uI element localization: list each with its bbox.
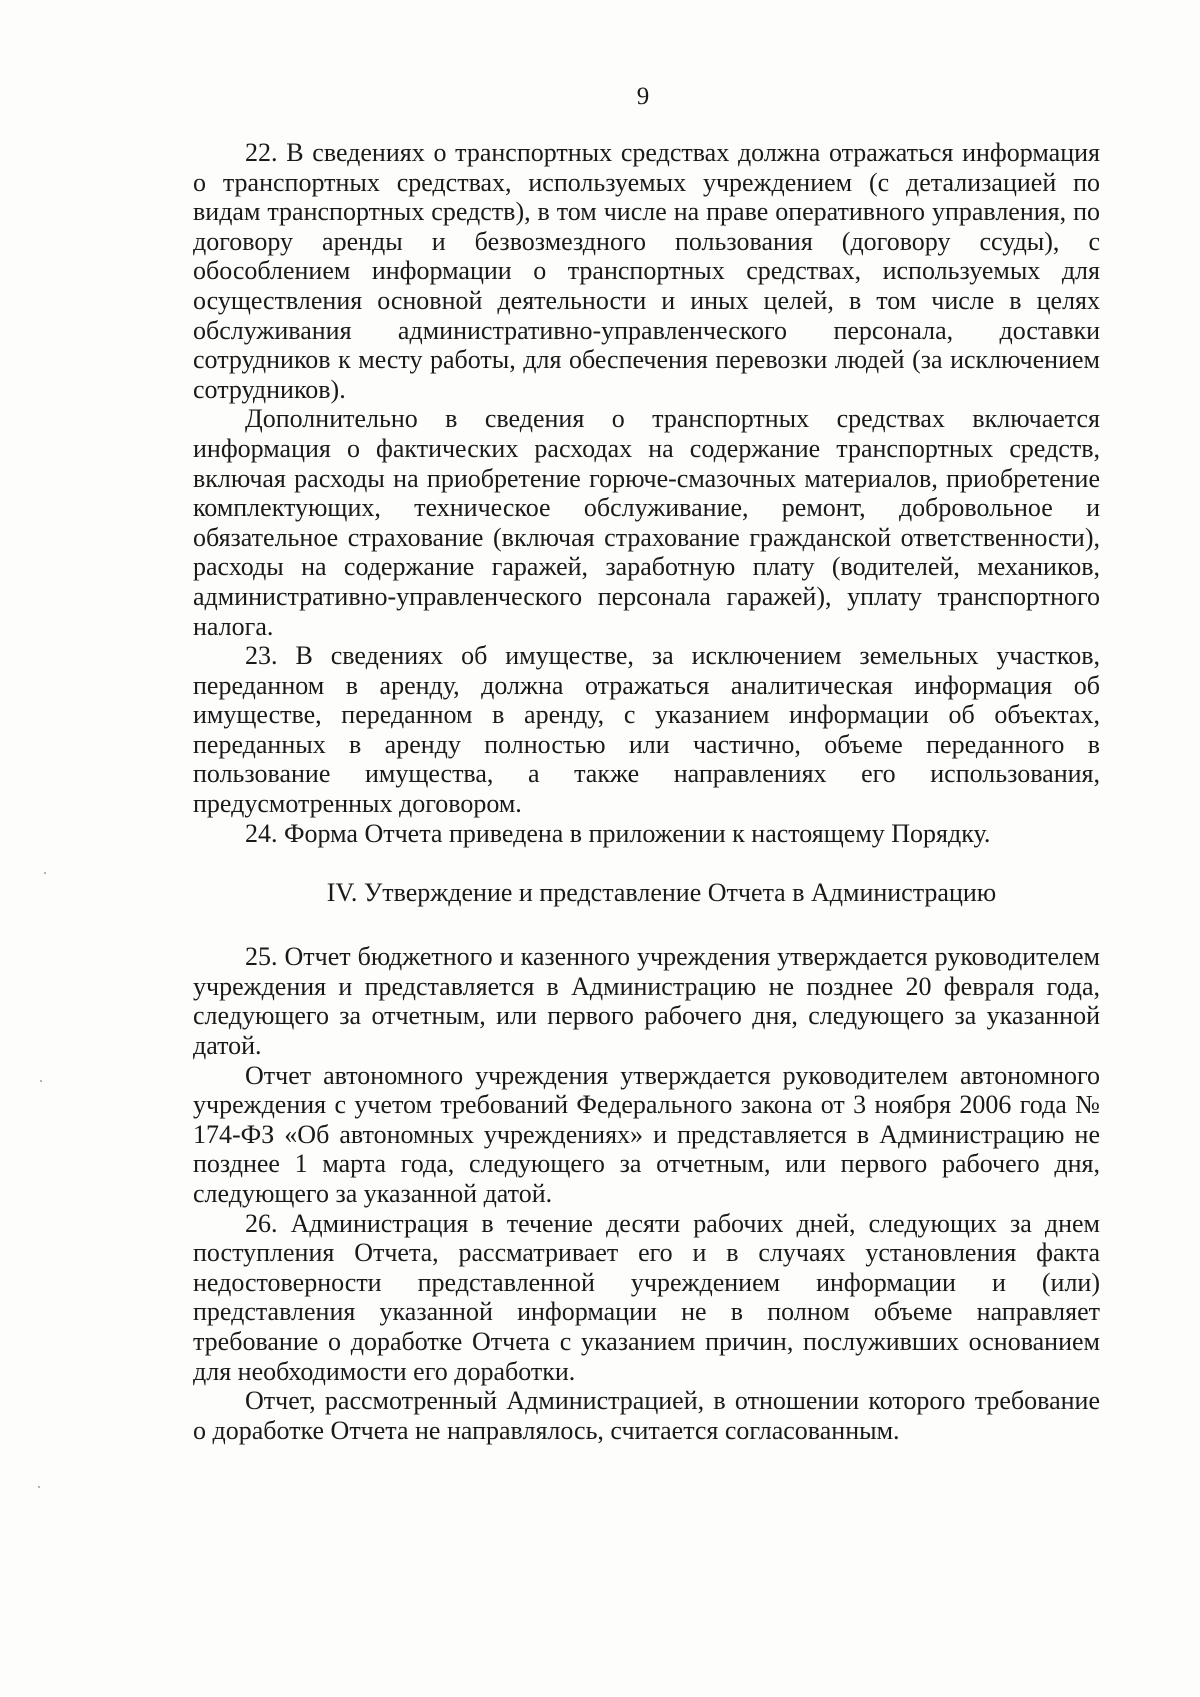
scan-speck	[44, 872, 46, 874]
scan-speck	[38, 1486, 40, 1488]
paragraph-26: 26. Администрация в течение десяти рабочих дней, следующих за днем поступления Отчета, рассматривает его и в случаях установления факта недостоверности представленной учреждением информации и (или) представления указанной информации не в полном объеме направляет требование о доработке Отчета с указанием причин, послуживших основанием для необходимости его доработки.	[193, 1208, 1100, 1386]
paragraph-24: 24. Форма Отчета приведена в приложении к настоящему Порядку.	[245, 818, 991, 848]
scan-speck	[40, 1080, 42, 1082]
section-heading: IV. Утверждение и представление Отчета в Администрацию	[326, 878, 997, 908]
paragraph-23: 23. В сведениях об имуществе, за исключением земельных участков, переданном в аренду, должна отражаться аналитическая информация об имуществе, переданном в аренду, с указанием информации об объектах, переданных в аренду полностью или частично, объеме переданного в пользование имущества, а также направлениях его использования, предусмотренных договором.	[193, 641, 1100, 819]
paragraph-approved-report: Отчет, рассмотренный Администрацией, в отношении которого требование о доработке Отчета не направлялось, считается согласованным.	[193, 1386, 1100, 1445]
paragraph-transport-expenses: Дополнительно в сведения о транспортных средствах включается информация о фактических расходах на содержание транспортных средств, включая расходы на приобретение горюче-смазочных материалов, приобретение комплектующих, техническое обслуживание, ремонт, добровольное и обязательное страхование (включая страхование гражданской ответственности), расходы на содержание гаражей, заработную плату (водителей, механиков, административно-управленческого персонала гаражей), уплату транспортного налога.	[193, 404, 1100, 641]
paragraph-25: 25. Отчет бюджетного и казенного учреждения утверждается руководителем учреждения и представляется в Администрацию не позднее 20 февраля года, следующего за отчетным, или первого рабочего дня, следующего за указанной датой.	[193, 942, 1100, 1061]
document-body	[193, 138, 1100, 1445]
paragraph-22: 22. В сведениях о транспортных средствах должна отражаться информация о транспортных средствах, используемых учреждением (с детализацией по видам транспортных средств), в том числе на праве оперативного управления, по договору аренды и безвозмездного пользования (договору ссуды), с обособлением информации о транспортных средствах, используемых для осуществления основной деятельности и иных целей, в том числе в целях обслуживания административно-управленческого персонала, доставки сотрудников к месту работы, для обеспечения перевозки людей (за исключением сотрудников).	[193, 138, 1100, 404]
page-number: 9	[636, 83, 650, 110]
paragraph-autonomous-report: Отчет автономного учреждения утверждается руководителем автономного учреждения с учетом требований Федерального закона от 3 ноября 2006 года № 174-ФЗ «Об автономных учреждениях» и представляется в Администрацию не позднее 1 марта года, следующего за отчетным, или первого рабочего дня, следующего за указанной датой.	[193, 1060, 1100, 1208]
